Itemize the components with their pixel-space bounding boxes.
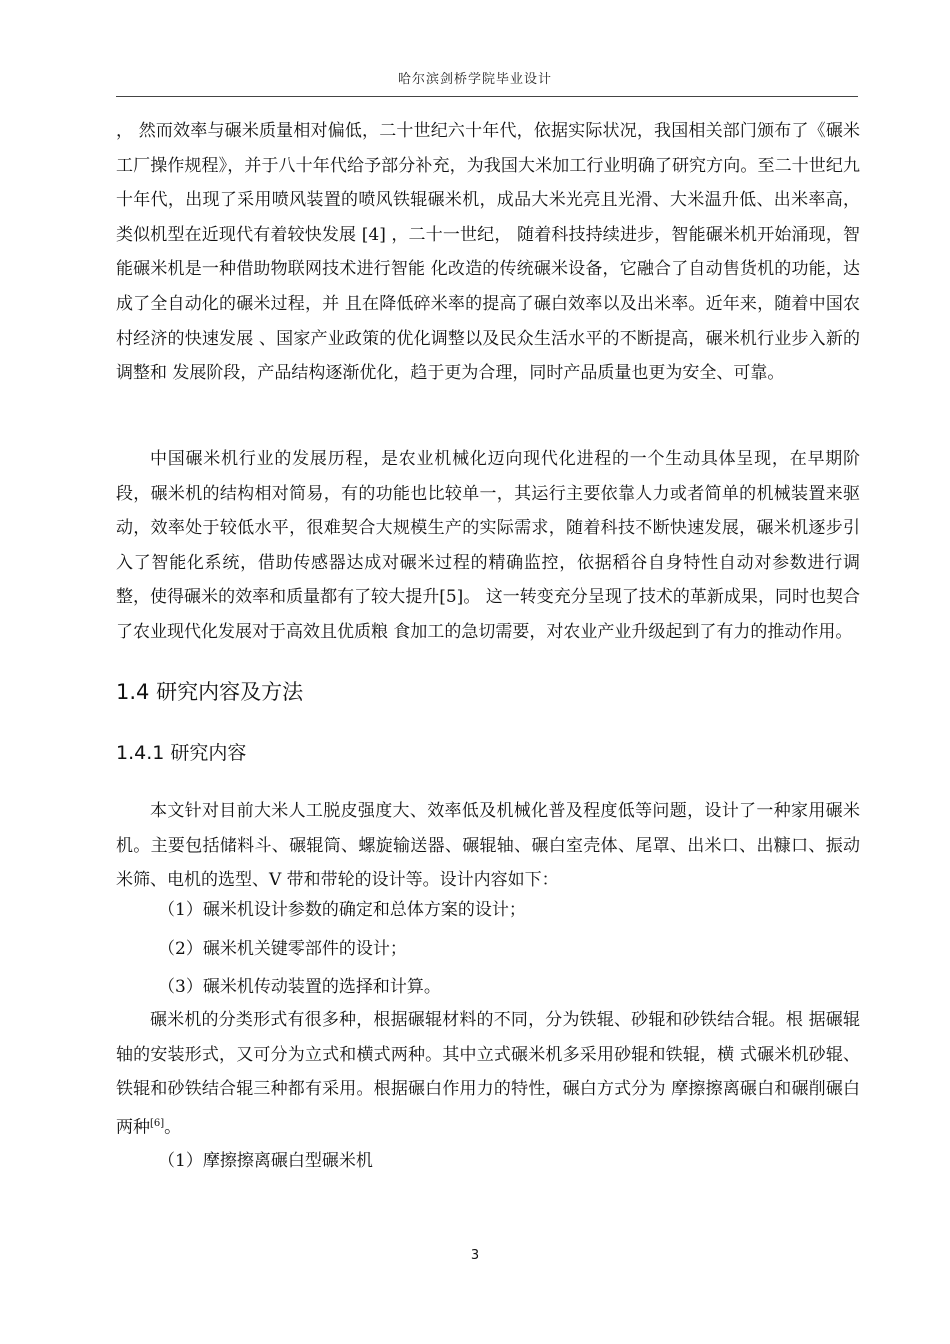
list-item: （3）碾米机传动装置的选择和计算。 (158, 977, 441, 997)
citation-ref: [6] (150, 1117, 165, 1129)
classification-end: 。 (164, 1117, 182, 1138)
paragraph-classification (116, 1003, 860, 1145)
paragraph-history-development: ， 然而效率与碾米质量相对偏低，二十世纪六十年代，依据实际状况，我国相关部门颁布了《碾米工厂操作规程》，并于八十年代给予部分补充，为我国大米加工行业明确了研究方向。至二十世纪九十年代，出现了采用喷风装置的喷风铁辊碾米机，成品大米光亮且光滑、大米温升低、出米率高，类似机型在近现代有着较快发展 [4] ，二十一世纪， 随着科技持续进步，智能碾米机开始涌现，智能碾米机是一种借助物联网技术进行智能 化改造的传统碾米设备，它融合了自动售货机的功能，达成了全自动化的碾米过程，并 且在降低碎米率的提高了碾白效率以及出米率。近年来，随着中国农村经济的快速发展 、国家产业政策的优化调整以及民众生活水平的不断提高，碾米机行业步入新的调整和 发展阶段，产品结构逐渐优化，趋于更为合理，同时产品质量也更为安全、可靠。 (116, 121, 860, 384)
paragraph-industry-evolution: 中国碾米机行业的发展历程，是农业机械化迈向现代化进程的一个生动具体呈现，在早期阶段，碾米机的结构相对简易，有的功能也比较单一，其运行主要依靠人力或者简单的机械装置来驱动，效率处于较低水平，很难契合大规模生产的实际需求，随着科技不断快速发展，碾米机逐步引入了智能化系统，借助传感器达成对碾米过程的精确监控，依据稻谷自身特性自动对参数进行调整，使得碾米的效率和质量都有了较大提升[5]。 这一转变充分呈现了技术的革新成果，同时也契合了农业现代化发展对于高效且优质粮 食加工的急切需要，对农业产业升级起到了有力的推动作用。 (116, 449, 860, 642)
section-heading: 1.4 研究内容及方法 (116, 680, 304, 704)
header-divider (116, 96, 858, 97)
classification-text: 碾米机的分类形式有很多种，根据碾辊材料的不同，分为铁辊、砂辊和砂铁结合辊。根 据碾辊轴的安装形式，又可分为立式和横式两种。其中立式碾米机多采用砂辊和铁辊，横 式碾米机砂辊、铁辊和砂铁结合辊三种都有采用。根据碾白作用力的特性，碾白方式分为 摩擦擦离碾白和碾削碾白两种 (116, 1010, 860, 1138)
page-number: 3 (470, 1248, 480, 1263)
list-item: （2）碾米机关键零部件的设计； (158, 939, 407, 959)
list-item-friction-type: （1）摩擦擦离碾白型碾米机 (158, 1151, 373, 1171)
paragraph-research-content: 本文针对目前大米人工脱皮强度大、效率低及机械化普及程度低等问题，设计了一种家用碾米机。主要包括储料斗、碾辊筒、螺旋输送器、碾辊轴、碾白室壳体、尾罩、出米口、出糠口、振动米筛、电机的选型、V 带和带轮的设计等。设计内容如下： (116, 801, 860, 891)
page-header: 哈尔滨剑桥学院毕业设计 (397, 72, 552, 87)
list-item: （1）碾米机设计参数的确定和总体方案的设计； (158, 900, 526, 920)
subsection-heading: 1.4.1 研究内容 (116, 742, 247, 764)
